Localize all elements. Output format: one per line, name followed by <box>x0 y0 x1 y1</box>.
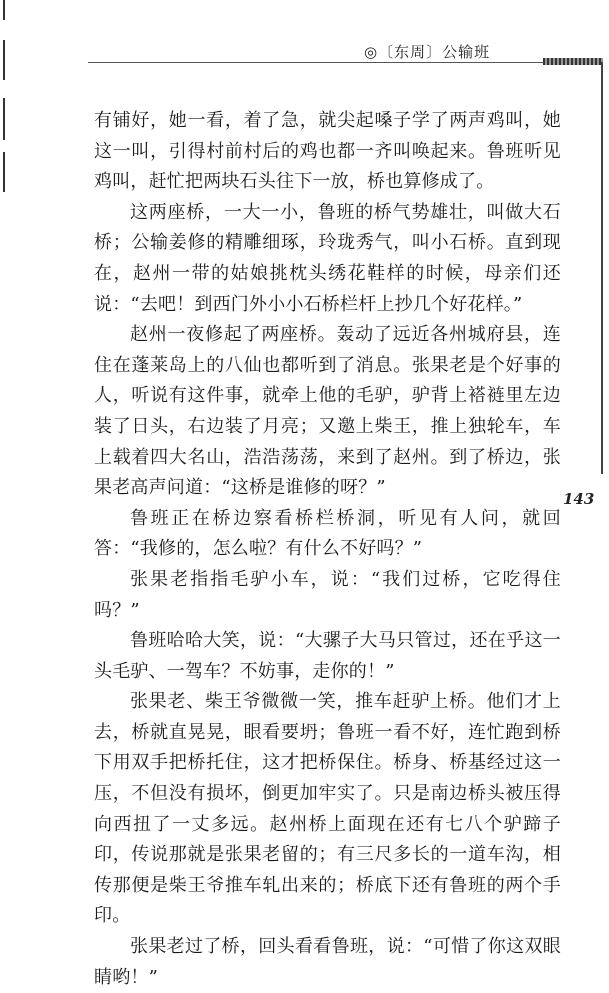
paragraph: 有铺好，她一看，着了急，就尖起嗓子学了两声鸡叫，她这一叫，引得村前村后的鸡也都一齐叫唤起来。鲁班听见鸡叫，赶忙把两块石头往下一放，桥也算修成了。 <box>94 110 561 193</box>
scan-edge-mark <box>3 98 5 140</box>
paragraph: 鲁班哈哈大笑，说：“大骡子大马只管过，还在乎这一头毛驴、一驾车？不妨事，走你的！” <box>94 630 561 682</box>
paragraph: 鲁班正在桥边察看桥栏桥洞，听见有人问，就回答：“我修的，怎么啦？有什么不好吗？” <box>94 507 561 560</box>
paragraph: 张果老过了桥，回头看看鲁班，说：“可惜了你这双眼睛哟！” <box>94 936 561 988</box>
running-head: ◎〔东周〕公输班 <box>364 43 491 61</box>
scan-edge-mark <box>3 0 5 20</box>
paragraph: 赵州一夜修起了两座桥。轰动了远近各州城府县，连住在蓬莱岛上的八仙也都听到了消息。张果老是个好事的人，听说有这件事，就牵上他的毛驴，驴背上褡裢里左边装了日头，右边装了月亮；又邀上柴王，推上独轮车，车上载着四大名山，浩浩荡荡，来到了赵州。到了桥边，张果老高声问道：“这桥是谁修的呀？” <box>94 324 561 499</box>
paragraph: 张果老、柴王爷微微一笑，推车赶驴上桥。他们才上去，桥就直晃晃，眼看要坍；鲁班一看不好，连忙跑到桥下用双手把桥托住，这才把桥保住。桥身、桥基经过这一压，不但没有损坏，倒更加牢实了。只是南边桥头被压得向西扭了一丈多远。赵州桥上面现在还有七八个驴蹄子印，传说那就是张果老留的；有三尺多长的一道车沟，相传那便是柴王爷推车轧出来的；桥底下还有鲁班的两个手印。 <box>94 691 561 927</box>
paragraph: 张果老指指毛驴小车，说：“我们过桥，它吃得住吗？” <box>94 568 561 621</box>
margin-rule <box>601 62 603 474</box>
header-rule-ornament <box>543 58 603 65</box>
scan-edge-mark <box>3 40 5 80</box>
page-number: 143 <box>563 490 595 508</box>
paragraph: 这两座桥，一大一小，鲁班的桥气势雄壮，叫做大石桥；公输姜修的精雕细琢，玲珑秀气，叫小石桥。直到现在，赵州一带的姑娘挑枕头绣花鞋样的时候，母亲们还说：“去吧！到西门外小小石桥栏杆上抄几个好花样。” <box>94 201 561 315</box>
body-text <box>94 106 561 993</box>
scan-edge-mark <box>3 152 5 192</box>
header-rule <box>88 62 543 63</box>
